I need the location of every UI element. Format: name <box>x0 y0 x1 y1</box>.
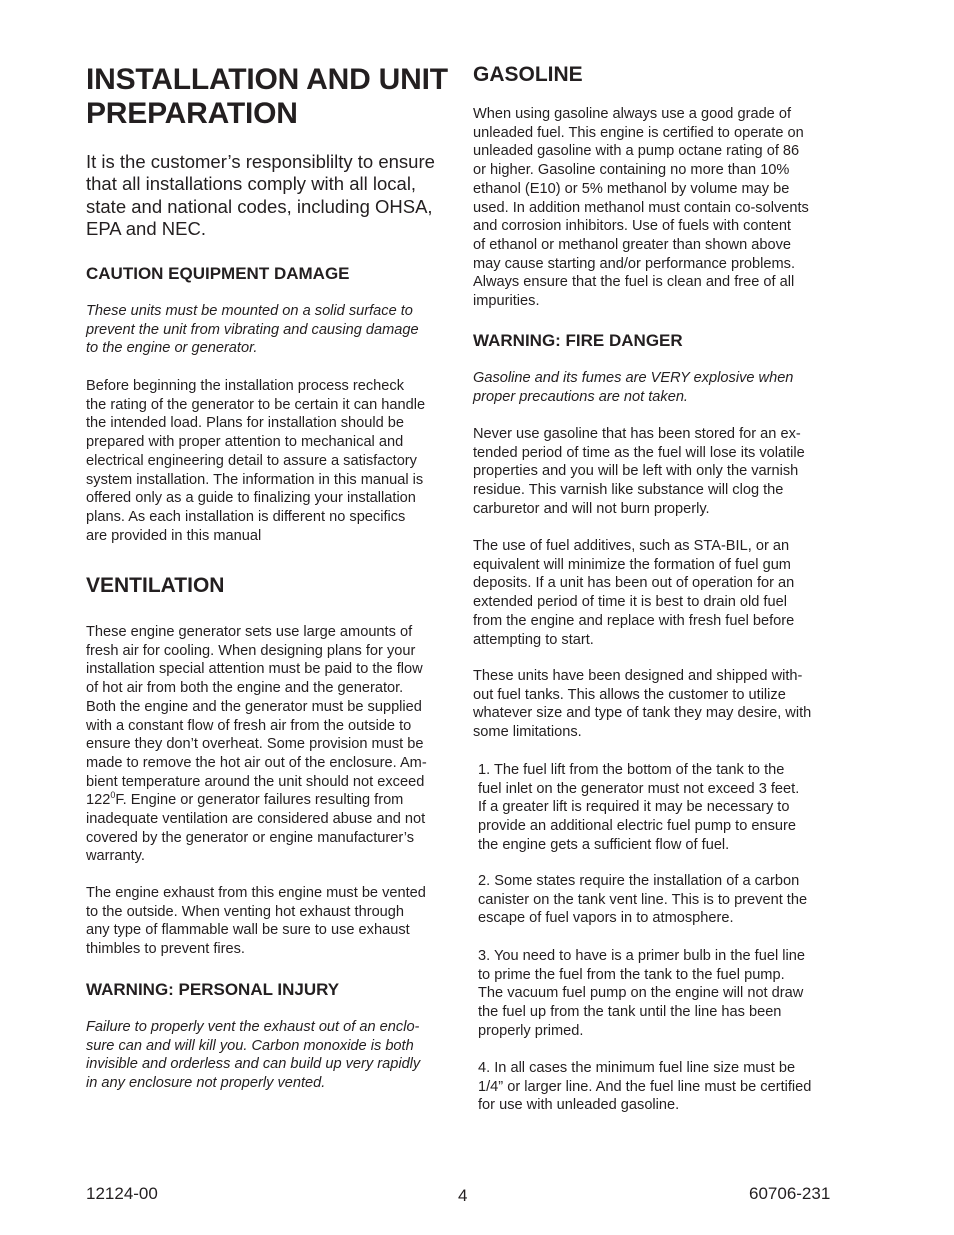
text-line: impurities. <box>473 293 540 310</box>
text-line: Gasoline and its fumes are VERY explosive when <box>473 370 794 386</box>
text-line: the engine gets a sufficient flow of fuel. <box>478 836 730 853</box>
text-line: the intended load. Plans for installation should be <box>86 415 405 432</box>
title-line: PREPARATION <box>86 97 298 130</box>
ventilation-heading: VENTILATION <box>86 574 225 597</box>
text-line: It is the customer’s responsiblilty to ensure <box>86 151 435 172</box>
text-line: Always ensure that the fuel is clean and free of all <box>473 274 795 291</box>
text-line: These units have been designed and shipped with- <box>473 668 803 684</box>
text-line: Before beginning the installation process recheck <box>86 378 405 394</box>
text-line: the rating of the generator to be certain it can handle <box>86 396 426 413</box>
text-line: carburetor and will not burn properly. <box>473 500 710 517</box>
caution-heading: CAUTION EQUIPMENT DAMAGE <box>86 264 350 283</box>
text-line: may cause starting and/or performance problems. <box>473 255 796 272</box>
temperature-text: F. Engine or generator failures resulting from <box>115 792 404 809</box>
text-line: provide an additional electric fuel pump to ensure <box>478 818 797 835</box>
list-item <box>478 1059 811 1115</box>
list-item <box>478 872 807 928</box>
fuel-tanks-paragraph <box>473 667 811 742</box>
text-line: to the engine or generator. <box>86 340 258 357</box>
text-line: 1/4” or larger line. And the fuel line must be certified <box>478 1078 812 1095</box>
text-line: residue. This varnish like substance will clog the <box>473 482 784 499</box>
text-line: deposits. If a unit has been out of operation for an <box>473 575 795 592</box>
text-line: The vacuum fuel pump on the engine will not draw <box>478 985 804 1002</box>
gasoline-heading: GASOLINE <box>473 63 583 86</box>
text-line: fresh air for cooling. When designing plans for your <box>86 642 416 659</box>
text-line: The engine exhaust from this engine must be vented <box>86 885 426 901</box>
text-line: ethanol (E10) or 5% methanol by volume may be <box>473 180 790 197</box>
text-line: whatever size and type of tank they may desire, with <box>473 705 812 722</box>
installation-paragraph <box>86 377 425 545</box>
fire-danger-heading: WARNING: FIRE DANGER <box>473 331 683 350</box>
list-item <box>478 761 799 855</box>
text-line: from the engine and replace with fresh fuel before <box>473 612 795 629</box>
text-line: ensure they don’t overheat. Some provision must be <box>86 736 424 753</box>
text-line: Both the engine and the generator must be supplied <box>86 698 422 715</box>
text-line: attempting to start. <box>473 631 594 648</box>
text-line: offered only as a guide to finalizing your installation <box>86 490 416 507</box>
text-line: electrical engineering detail to assure a satisfactory <box>86 452 417 469</box>
page-number: 4 <box>458 1186 468 1205</box>
text-line: of ethanol or methanol greater than shown above <box>473 236 792 253</box>
text-line: in any enclosure not properly vented. <box>86 1075 326 1092</box>
text-line: When using gasoline always use a good grade of <box>473 106 792 122</box>
degree-superscript: 0 <box>110 790 116 801</box>
text-line: for use with unleaded gasoline. <box>478 1097 680 1114</box>
text-line: invisible and orderless and can build up very rapidly <box>86 1056 421 1073</box>
text-line: thimbles to prevent fires. <box>86 941 245 958</box>
text-line: that all installations comply with all local, <box>86 173 417 195</box>
page-title <box>86 63 448 131</box>
text-line: These engine generator sets use large amounts of <box>86 624 413 640</box>
text-line: inadequate ventilation are considered abuse and not <box>86 811 426 828</box>
text-line: state and national codes, including OHSA, <box>86 195 433 217</box>
personal-injury-heading: WARNING: PERSONAL INJURY <box>86 980 340 999</box>
text-line: properties and you will be left with only the varnish <box>473 463 799 480</box>
text-line: escape of fuel vapors in to atmosphere. <box>478 910 734 927</box>
text-line: bient temperature around the unit should not exceed <box>86 773 425 790</box>
gasoline-paragraph <box>473 105 809 311</box>
text-line: the fuel up from the tank until the line has been <box>478 1004 782 1021</box>
text-line: sure can and will kill you. Carbon monoxide is both <box>86 1037 414 1054</box>
text-line: to prime the fuel from the tank to the fuel pump. <box>478 966 785 983</box>
text-line: with a constant flow of fresh air from the outside to <box>86 717 412 734</box>
footer-right-code: 60706-231 <box>749 1184 831 1203</box>
fire-danger-paragraph <box>473 369 793 406</box>
stored-gasoline-paragraph <box>473 425 805 519</box>
list-item <box>478 947 805 1041</box>
caution-paragraph <box>86 302 419 358</box>
text-line: properly primed. <box>478 1022 584 1039</box>
text-line: 3. You need to have is a primer bulb in the fuel line <box>478 948 805 964</box>
text-line: If a greater lift is required it may be necessary to <box>478 799 790 816</box>
text-line: out fuel tanks. This allows the customer to utilize <box>473 686 786 703</box>
text-line: any type of flammable wall be sure to use exhaust <box>86 922 410 939</box>
text-line: some limitations. <box>473 724 582 741</box>
footer-left-code: 12124-00 <box>86 1184 158 1203</box>
text-line: 2. Some states require the installation of a carbon <box>478 873 800 889</box>
text-line: installation special attention must be paid to the flow <box>86 661 423 678</box>
text-line: system installation. The information in this manual is <box>86 471 424 488</box>
text-line: covered by the generator or engine manufacturer’s <box>86 829 415 846</box>
temperature-value: 122 <box>86 792 111 809</box>
text-line: or higher. Gasoline containing no more than 10% <box>473 162 790 179</box>
text-line: 4. In all cases the minimum fuel line size must be <box>478 1060 796 1076</box>
fuel-additives-paragraph <box>473 537 794 649</box>
text-line: unleaded fuel. This engine is certified to operate on <box>473 124 804 141</box>
text-line: extended period of time it is best to drain old fuel <box>473 594 787 611</box>
text-line: used. In addition methanol must contain co-solvents <box>473 199 809 216</box>
text-line: are provided in this manual <box>86 527 262 544</box>
title-line: INSTALLATION AND UNIT <box>86 63 448 96</box>
text-line: to the outside. When venting hot exhaust through <box>86 903 405 920</box>
text-line: These units must be mounted on a solid surface to <box>86 303 413 319</box>
text-line: EPA and NEC. <box>86 218 206 240</box>
text-line: Failure to properly vent the exhaust out of an enclo- <box>86 1019 420 1035</box>
text-line: made to remove the hot air out of the enclosure. Am- <box>86 754 427 771</box>
text-line: and corrosion inhibitors. Use of fuels with content <box>473 218 791 235</box>
text-line: equivalent will minimize the formation of fuel gum <box>473 556 791 573</box>
text-line: of hot air from both the engine and the generator. <box>86 680 404 697</box>
text-line: warranty. <box>86 848 145 865</box>
text-line: canister on the tank vent line. This is to prevent the <box>478 891 808 908</box>
text-line: unleaded gasoline with a pump octane rating of 86 <box>473 143 800 160</box>
text-line: plans. As each installation is different no specifics <box>86 508 406 525</box>
text-line: prevent the unit from vibrating and causing damage <box>86 321 419 338</box>
text-line: fuel inlet on the generator must not exceed 3 feet. <box>478 780 800 797</box>
text-line: proper precautions are not taken. <box>473 388 688 405</box>
exhaust-paragraph <box>86 884 426 959</box>
text-line: prepared with proper attention to mechanical and <box>86 434 404 451</box>
personal-injury-paragraph <box>86 1018 420 1093</box>
temperature-line <box>86 791 427 810</box>
intro-paragraph <box>86 151 435 241</box>
text-line: Never use gasoline that has been stored for an ex- <box>473 426 801 442</box>
text-line: 1. The fuel lift from the bottom of the tank to the <box>478 762 785 778</box>
text-line: The use of fuel additives, such as STA-BIL, or an <box>473 538 790 554</box>
text-line: tended period of time as the fuel will lose its volatile <box>473 444 805 461</box>
ventilation-paragraph <box>86 623 427 866</box>
